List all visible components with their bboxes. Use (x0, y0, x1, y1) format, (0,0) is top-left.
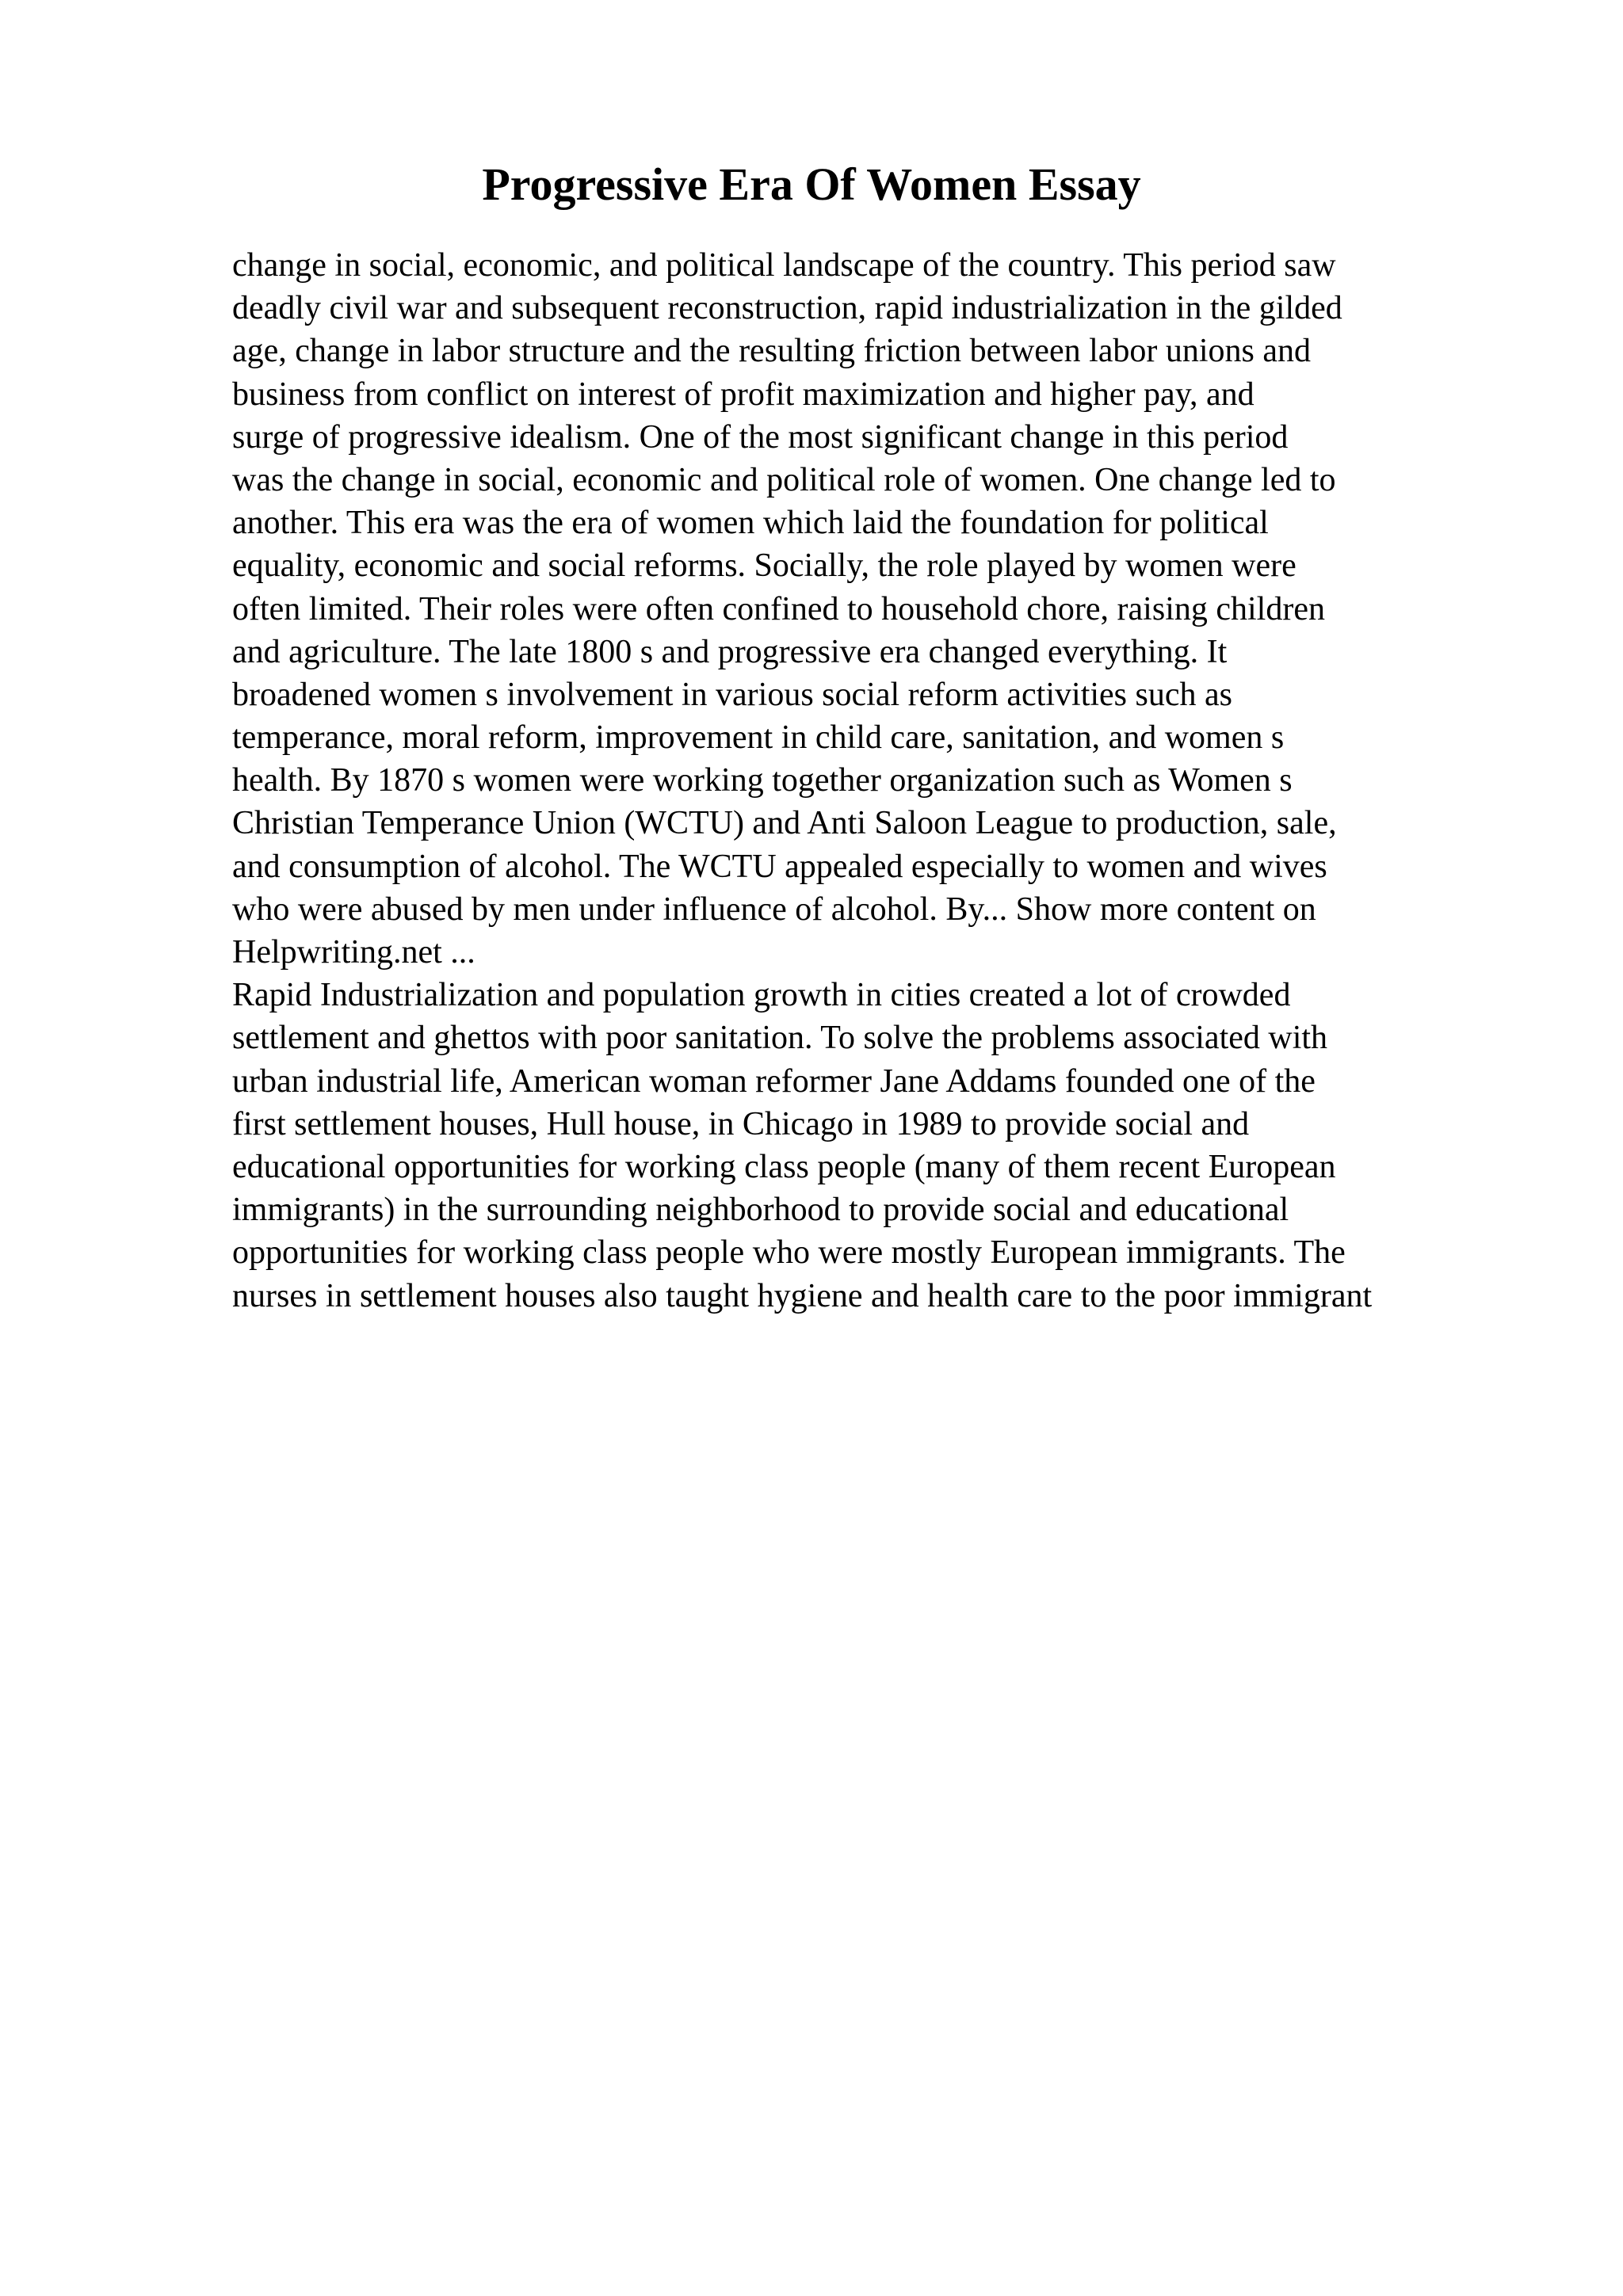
essay-line: deadly civil war and subsequent reconstruction, rapid industrialization in the gilded (232, 290, 1342, 327)
essay-line: settlement and ghettos with poor sanitation. To solve the problems associated with (232, 1020, 1328, 1057)
essay-line: often limited. Their roles were often confined to household chore, raising children (232, 590, 1325, 627)
essay-line: Rapid Industrialization and population growth in cities created a lot of crowded (232, 977, 1291, 1014)
essay-line: Christian Temperance Union (WCTU) and Anti Saloon League to production, sale, (232, 805, 1337, 842)
essay-line: was the change in social, economic and political role of women. One change led to (232, 461, 1336, 498)
essay-line: opportunities for working class people who were mostly European immigrants. The (232, 1234, 1346, 1272)
essay-line: surge of progressive idealism. One of the most significant change in this period (232, 418, 1289, 456)
essay-line: first settlement houses, Hull house, in Chicago in 1989 to provide social and (232, 1105, 1250, 1142)
essay-line: nurses in settlement houses also taught hygiene and health care to the poor immigrant (232, 1277, 1373, 1314)
essay-line: urban industrial life, American woman reformer Jane Addams founded one of the (232, 1062, 1316, 1100)
essay-line: immigrants) in the surrounding neighborhood to provide social and educational (232, 1192, 1289, 1229)
essay-line: age, change in labor structure and the resulting friction between labor unions and (232, 333, 1312, 370)
essay-body (232, 244, 1516, 1318)
essay-line: change in social, economic, and political landscape of the country. This period saw (232, 247, 1336, 284)
essay-line: another. This era was the era of women which laid the foundation for political (232, 505, 1269, 542)
essay-line: educational opportunities for working class people (many of them recent European (232, 1148, 1336, 1185)
essay-line: and agriculture. The late 1800 s and progressive era changed everything. It (232, 633, 1228, 670)
essay-line: Helpwriting.net ... (232, 934, 475, 971)
essay-line: and consumption of alcohol. The WCTU appealed especially to women and wives (232, 848, 1327, 885)
document-title: Progressive Era Of Women Essay (482, 158, 1141, 210)
essay-line: temperance, moral reform, improvement in child care, sanitation, and women s (232, 719, 1285, 757)
essay-line: who were abused by men under influence of alcohol. By... Show more content on (232, 891, 1316, 928)
essay-line: equality, economic and social reforms. Socially, the role played by women were (232, 547, 1296, 585)
essay-line: health. By 1870 s women were working together organization such as Women s (232, 762, 1293, 799)
essay-line: business from conflict on interest of profit maximization and higher pay, and (232, 376, 1254, 413)
essay-line: broadened women s involvement in various social reform activities such as (232, 676, 1232, 713)
